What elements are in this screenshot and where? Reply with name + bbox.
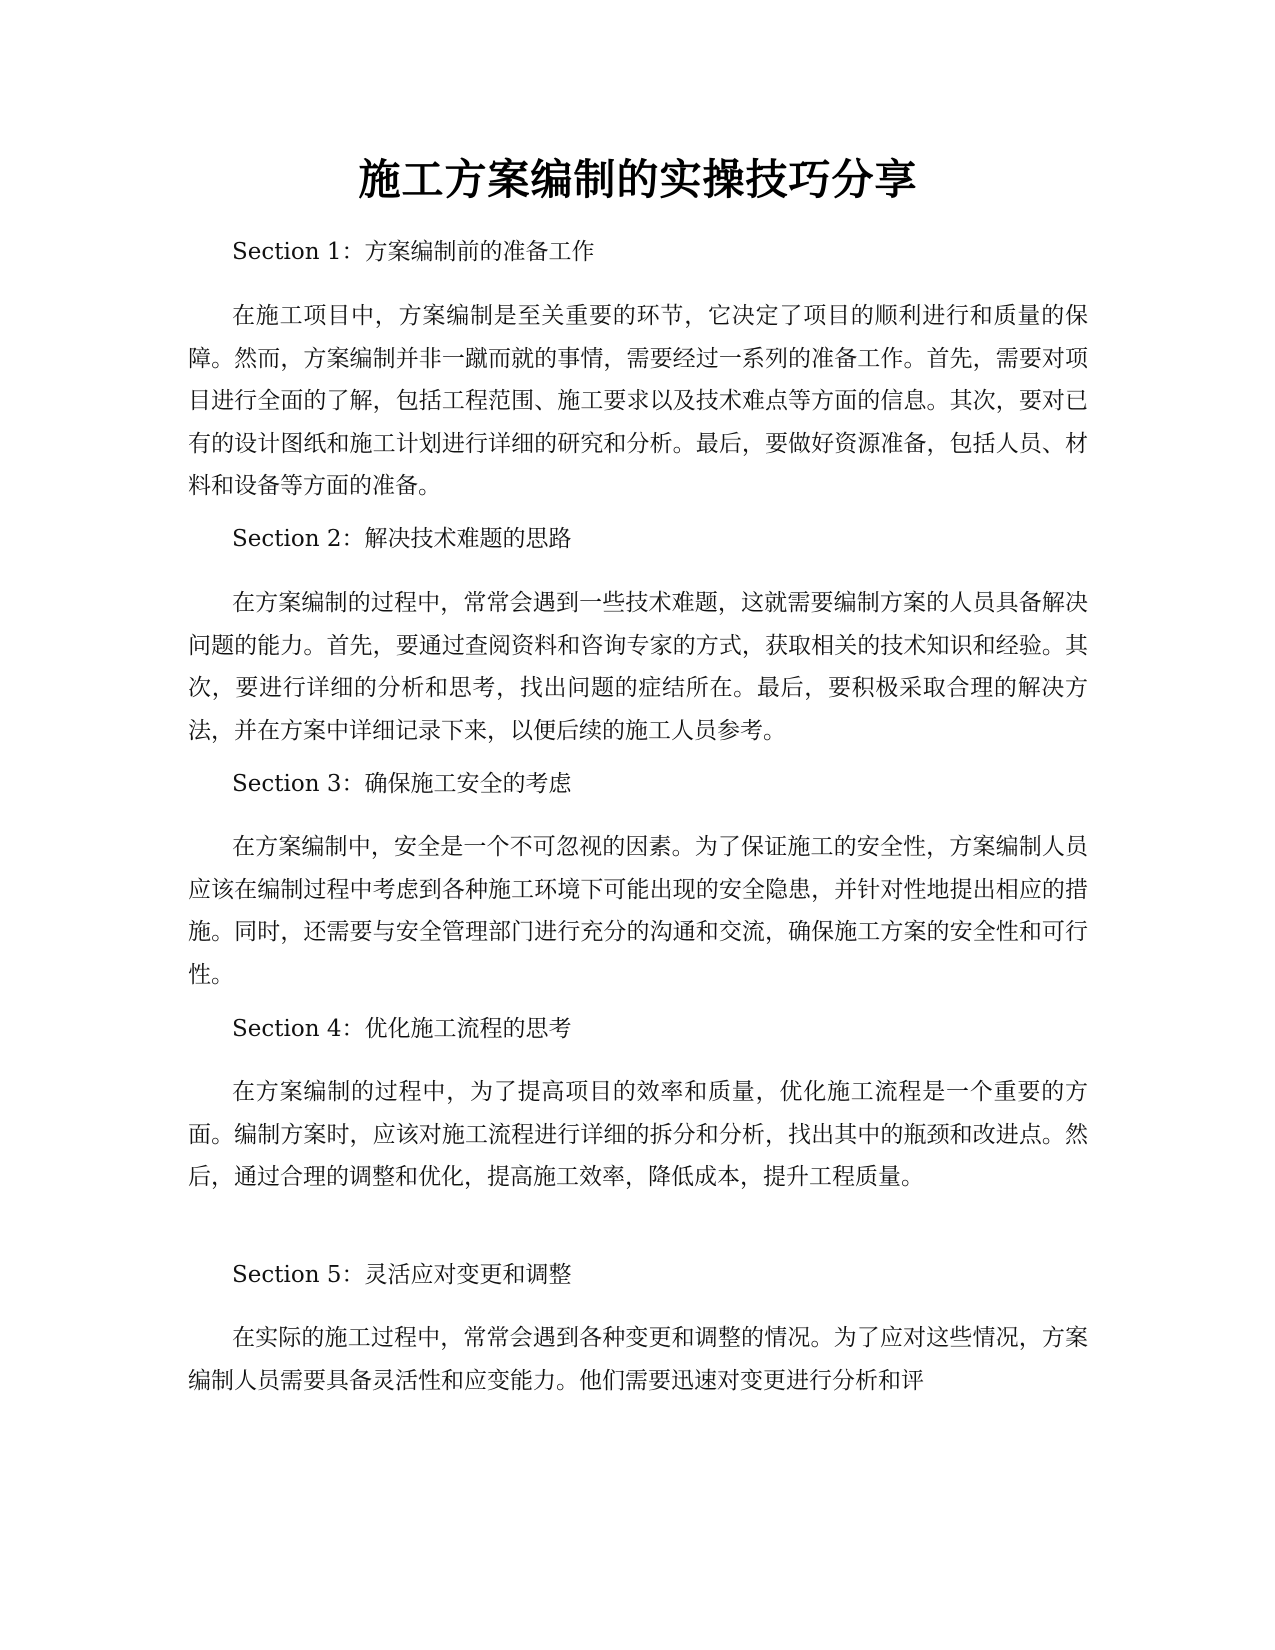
section-2-body: 在方案编制的过程中，常常会遇到一些技术难题，这就需要编制方案的人员具备解决问题的能力。首先，要通过查阅资料和咨询专家的方式，获取相关的技术知识和经验。其次，要进行详细的分析和思考，找出问题的症结所在。最后，要积极采取合理的解决方法，并在方案中详细记录下来，以便后续的施工人员参考。	[188, 590, 1088, 744]
section-5-body: 在实际的施工过程中，常常会遇到各种变更和调整的情况。为了应对这些情况，方案编制人员需要具备灵活性和应变能力。他们需要迅速对变更进行分析和评	[188, 1325, 1088, 1394]
section-3-heading: Section 3：确保施工安全的考虑	[232, 771, 572, 797]
section-5-heading: Section 5：灵活应对变更和调整	[232, 1262, 572, 1288]
document-title: 施工方案编制的实操技巧分享	[358, 155, 918, 204]
section-1-heading: Section 1：方案编制前的准备工作	[232, 239, 595, 265]
section-3-body: 在方案编制中，安全是一个不可忽视的因素。为了保证施工的安全性，方案编制人员应该在编制过程中考虑到各种施工环境下可能出现的安全隐患，并针对性地提出相应的措施。同时，还需要与安全管理部门进行充分的沟通和交流，确保施工方案的安全性和可行性。	[188, 834, 1088, 988]
section-1-body: 在施工项目中，方案编制是至关重要的环节，它决定了项目的顺利进行和质量的保障。然而，方案编制并非一蹴而就的事情，需要经过一系列的准备工作。首先，需要对项目进行全面的了解，包括工程范围、施工要求以及技术难点等方面的信息。其次，要对已有的设计图纸和施工计划进行详细的研究和分析。最后，要做好资源准备，包括人员、材料和设备等方面的准备。	[188, 303, 1088, 499]
section-4-body: 在方案编制的过程中，为了提高项目的效率和质量，优化施工流程是一个重要的方面。编制方案时，应该对施工流程进行详细的拆分和分析，找出其中的瓶颈和改进点。然后，通过合理的调整和优化，提高施工效率，降低成本，提升工程质量。	[188, 1079, 1088, 1190]
section-2-heading: Section 2：解决技术难题的思路	[232, 526, 572, 552]
section-4-heading: Section 4：优化施工流程的思考	[232, 1016, 572, 1042]
